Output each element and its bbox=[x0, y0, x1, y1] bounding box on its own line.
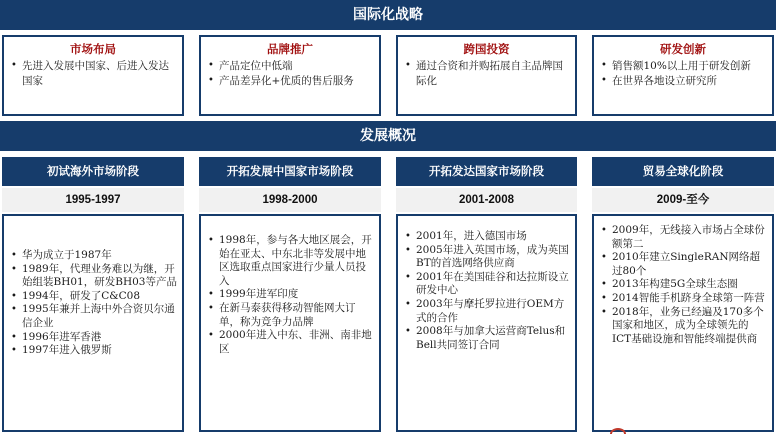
list-item: • 2001年，进入德国市场 bbox=[404, 230, 570, 244]
strategy-list bbox=[10, 59, 176, 88]
list-item: • 先进入发展中国家、后进入发达国家 bbox=[10, 59, 176, 88]
stage-title: 开拓发达国家市场阶段 bbox=[396, 157, 577, 186]
strategy-title: 市场布局 bbox=[70, 42, 116, 56]
list-item: • 产品定位中低端 bbox=[207, 59, 373, 74]
stage-list bbox=[207, 234, 374, 356]
list-item: • 2018年，业务已经遍及170多个国家和地区，成为全球领先的ICT基础设施和智能终端提供商 bbox=[600, 306, 767, 347]
list-item: • 1998年，参与各大地区展会，开始在亚太、中东北非等发展中地区选取重点国家进行少量人员投入 bbox=[207, 234, 374, 288]
stage-years: 2001-2008 bbox=[396, 188, 577, 212]
strategy-list bbox=[207, 59, 373, 88]
list-item: • 1997年进入俄罗斯 bbox=[10, 344, 177, 358]
list-item: • 2008年与加拿大运营商Telus和Bell共同签订合同 bbox=[404, 325, 570, 352]
list-item: • 华为成立于1987年 bbox=[10, 249, 177, 263]
strategy-box-market-layout bbox=[2, 35, 184, 116]
list-item: • 2010年建立SingleRAN网络超过80个 bbox=[600, 251, 767, 278]
list-item: • 2013年构建5G全球生态圈 bbox=[600, 278, 767, 292]
stage-title: 开拓发展中国家市场阶段 bbox=[199, 157, 381, 186]
strategy-list bbox=[404, 59, 569, 88]
stage-box bbox=[199, 214, 381, 432]
overview-banner: 发展概况 bbox=[0, 121, 776, 151]
strategy-title: 品牌推广 bbox=[267, 42, 313, 56]
stage-list bbox=[600, 224, 767, 346]
strategy-title: 研发创新 bbox=[660, 42, 706, 56]
stage-box bbox=[592, 214, 774, 432]
stage-years: 1995-1997 bbox=[2, 188, 184, 212]
list-item: • 销售额10%以上用于研发创新 bbox=[600, 59, 766, 74]
logo-circle-icon bbox=[610, 428, 626, 434]
list-item: • 2005年进入英国市场，成为英国BT的首选网络供应商 bbox=[404, 244, 570, 271]
strategy-box-brand-promotion bbox=[199, 35, 381, 116]
watermark-logo bbox=[610, 428, 770, 434]
list-item: • 通过合资和并购拓展自主品牌国际化 bbox=[404, 59, 569, 88]
strategy-box-rd-innovation bbox=[592, 35, 774, 116]
stage-years: 1998-2000 bbox=[199, 188, 381, 212]
list-item: • 1989年，代理业务难以为继，开始组装BH01，研发BH03等产品 bbox=[10, 263, 177, 290]
stage-years: 2009-至今 bbox=[592, 188, 774, 212]
strategy-title: 跨国投资 bbox=[463, 42, 510, 56]
list-item: • 2000年进入中东、非洲、南非地区 bbox=[207, 329, 374, 356]
list-item: • 1994年，研发了C&C08 bbox=[10, 290, 177, 304]
list-item: • 1995年兼并上海中外合资贝尔通信企业 bbox=[10, 303, 177, 330]
list-item: • 2009年，无线接入市场占全球份额第二 bbox=[600, 224, 767, 251]
stage-list bbox=[10, 249, 177, 358]
list-item: • 1999年进军印度 bbox=[207, 288, 374, 302]
list-item: • 产品差异化+优质的售后服务 bbox=[207, 74, 373, 89]
stage-title: 贸易全球化阶段 bbox=[592, 157, 774, 186]
list-item: • 2003年与摩托罗拉进行OEM方式的合作 bbox=[404, 298, 570, 325]
stage-title: 初试海外市场阶段 bbox=[2, 157, 184, 186]
list-item: • 1996年进军香港 bbox=[10, 331, 177, 345]
strategy-list bbox=[600, 59, 766, 88]
list-item: • 在新马泰获得移动智能网大订单，称为竞争力品牌 bbox=[207, 302, 374, 329]
list-item: • 2001年在美国硅谷和达拉斯设立研发中心 bbox=[404, 271, 570, 298]
strategy-banner: 国际化战略 bbox=[0, 0, 776, 30]
strategy-box-cross-border-investment bbox=[396, 35, 577, 116]
stage-box bbox=[2, 214, 184, 432]
list-item: • 在世界各地设立研究所 bbox=[600, 74, 766, 89]
stage-list bbox=[404, 230, 570, 352]
stage-box bbox=[396, 214, 577, 432]
list-item: • 2014智能手机跻身全球第一阵营 bbox=[600, 292, 767, 306]
